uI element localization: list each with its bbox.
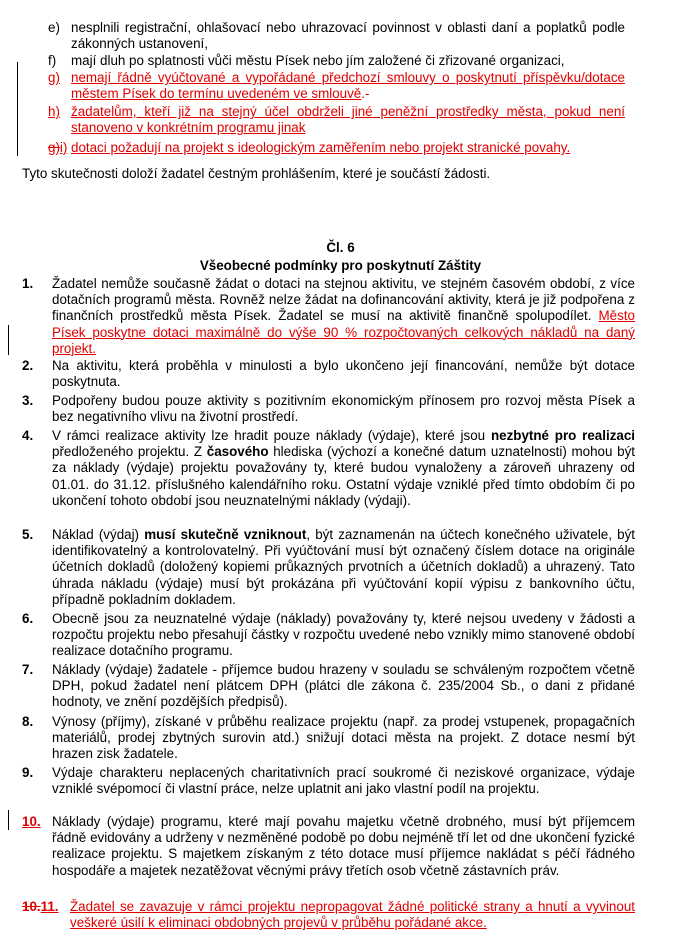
- struck-label: g): [48, 140, 60, 155]
- inserted-text: Město Písek poskytne dotaci maximálně do výše 90 % rozpočtovaných celkových nákladů na daný projekt.: [52, 308, 635, 356]
- condition-label: e): [48, 20, 60, 35]
- condition-i: [48, 140, 625, 156]
- item-number: 7.: [22, 662, 34, 677]
- item-text: Na aktivitu, která proběhla v minulosti a bylo ukončeno její financování, nemůže být dotace poskytnuta.: [52, 358, 635, 390]
- condition-text: mají dluh po splatnosti vůči městu Písek nebo jím založené či zřizované organizaci,: [71, 53, 565, 68]
- item-text: Podpořeny budou pouze aktivity s pozitivním ekonomickým přínosem pro rozvoj města Písek a bez negativního vlivu na životní prostředí.: [52, 393, 635, 425]
- list-item: [22, 662, 635, 711]
- list-item: [22, 276, 635, 357]
- condition-text: nesplnili registrační, ohlašovací nebo uhrazovací povinnost v oblasti daní a poplatků podle zákonných ustanovení,: [71, 20, 625, 52]
- item-number: 10.: [22, 814, 41, 829]
- condition-text: nemají řádně vyúčtované a vypořádané předchozí smlouvy o poskytnutí příspěvku/dotace městem Písek do termínu uvedeném ve smlouvě: [71, 70, 625, 102]
- item-number: 6.: [22, 611, 34, 626]
- list-item: [22, 814, 635, 879]
- change-bar: [8, 325, 9, 355]
- item-text: Náklady (výdaje) žadatele - příjemce budou hrazeny v souladu se schváleným rozpočtem včetně DPH, pokud žadatel není plátcem DPH (plátci dle zákona č. 235/2004 Sb., o dani z přidané hodnoty, ve znění pozdějších předpisů).: [52, 662, 635, 710]
- condition-text: dotaci požadují na projekt s ideologickým zaměřením nebo projekt stranické povahy.: [71, 140, 571, 155]
- item-text: Náklady (výdaje) programu, které mají povahu majetku včetně drobného, musí být příjemcem řádně evidovány a udrženy v nezměněné podobě po dobu nejméně tří let od dne ukončení fyzické realizace projektu. S majetkem získaným z této dotace musí příjemce nakládat s péčí řádného hospodáře a majetek nezatěžovat věcnými právy třetích osob včetně zástavních práv.: [52, 814, 635, 878]
- list-item: [22, 611, 635, 660]
- list-item: [22, 714, 635, 763]
- condition-label: g): [48, 70, 60, 85]
- declaration-text: Tyto skutečnosti doloží žadatel čestným prohlášením, které je součástí žádosti.: [22, 166, 491, 181]
- item-text-bold: časového: [206, 444, 269, 460]
- item-text: předloženého projektu. Z: [52, 444, 203, 460]
- item-number: 3.: [22, 393, 34, 408]
- item-text: Žadatel nemůže současně žádat o dotaci na stejnou aktivitu, ve stejném časovém období, z více dotačních programů města. Rovněž nelze žádat na dofinancování aktivity, která je již podpořena z finančních prostředků města Písek. Žadatel se musí na aktivitě finančně spolupodílet.: [52, 276, 635, 324]
- revision-mark: .-: [361, 86, 370, 102]
- condition-h: [48, 104, 625, 136]
- item-number: 1.: [22, 276, 34, 291]
- item-text: Náklad (výdaj): [52, 527, 140, 542]
- item-number: 5.: [22, 527, 34, 542]
- item-text: Žadatel se zavazuje v rámci projektu nepropagovat žádné politické strany a hnutí a vyvinout veškeré úsilí k eliminaci obdobných projevů v průběhu pořádané akce.: [70, 899, 635, 931]
- list-item: [22, 899, 635, 931]
- item-text: Výdaje charakteru neplacených charitativních prací soukromé či neziskové organizace, výdaje vzniklé svépomocí či vlastní práce, nelze uplatnit ani jako vlastní podíl na projektu.: [52, 765, 635, 797]
- article-title: Všeobecné podmínky pro poskytnutí Záštity: [199, 258, 482, 273]
- list-item: [22, 358, 635, 390]
- item-number: 4.: [22, 428, 34, 443]
- item-text-bold: nezbytné pro realizaci: [490, 428, 636, 443]
- item-text: V rámci realizace aktivity lze hradit pouze náklady (výdaje), které jsou: [52, 428, 486, 443]
- item-number: 11.: [40, 899, 59, 914]
- condition-label: f): [48, 53, 57, 68]
- list-item: [22, 393, 635, 425]
- condition-g: [48, 70, 625, 102]
- change-bar: [8, 810, 9, 830]
- article-number: Čl. 6: [326, 240, 355, 255]
- condition-label: i): [59, 140, 68, 155]
- condition-e: [48, 20, 625, 52]
- condition-f: [48, 53, 625, 69]
- item-text: Obecně jsou za neuznatelné výdaje (náklady) považovány ty, které nejsou uvedeny v žádosti a rozpočtu projektu nebo přesahují částky v rozpočtu uvedené nebo vznikly mimo stanovené období realizace dotačního programu.: [52, 611, 635, 659]
- list-item: [22, 428, 635, 509]
- condition-text: žadatelům, kteří již na stejný účel obdrželi jiné peněžní prostředky města, pokud není stanoveno v konkrétním programu jinak: [71, 104, 625, 136]
- list-item: [22, 765, 635, 797]
- condition-label: h): [48, 104, 60, 119]
- struck-number: 10.: [22, 899, 41, 914]
- list-item: [22, 527, 635, 608]
- item-number: 9.: [22, 765, 34, 780]
- change-bar: [17, 62, 18, 156]
- item-text: Výnosy (příjmy), získané v průběhu realizace projektu (např. za prodej vstupenek, propagačních materiálů, prodej zbytných surovin atd.) snižují dotaci města na projekt. Z dotace nesmí být hrazen zisk žadatele.: [52, 714, 635, 762]
- item-number: 2.: [22, 358, 34, 373]
- item-text: hlediska (výchozí a konečné datum uznatelnosti) mohou být za náklady (výdaje) projektu považovány ty, které budou vynaloženy a zároveň uhrazeny od 01.01. do 31.12. příslušného kalendářního roku. Ostatní výdaje vzniklé před tímto obdobím či po ukončení tohoto období jsou neuznatelnými náklady (výdaji).: [52, 444, 635, 508]
- item-number: 8.: [22, 714, 34, 729]
- item-text-bold: musí skutečně vzniknout: [144, 527, 307, 542]
- item-text: , být zaznamenán na účtech konečného uživatele, být identifikovatelný a kontrolovatelný. Při vyúčtování musí být označený číslem dotace na originále účetních dokladů (doložený kopiemi průkazných prvotních a účetních dokladů) a uhrazený. Tato úhrada nákladu (výdaje) musí být prokázána při vyúčtování kopií výpisu z bankovního účtu, případně pokladním dokladem.: [52, 527, 635, 607]
